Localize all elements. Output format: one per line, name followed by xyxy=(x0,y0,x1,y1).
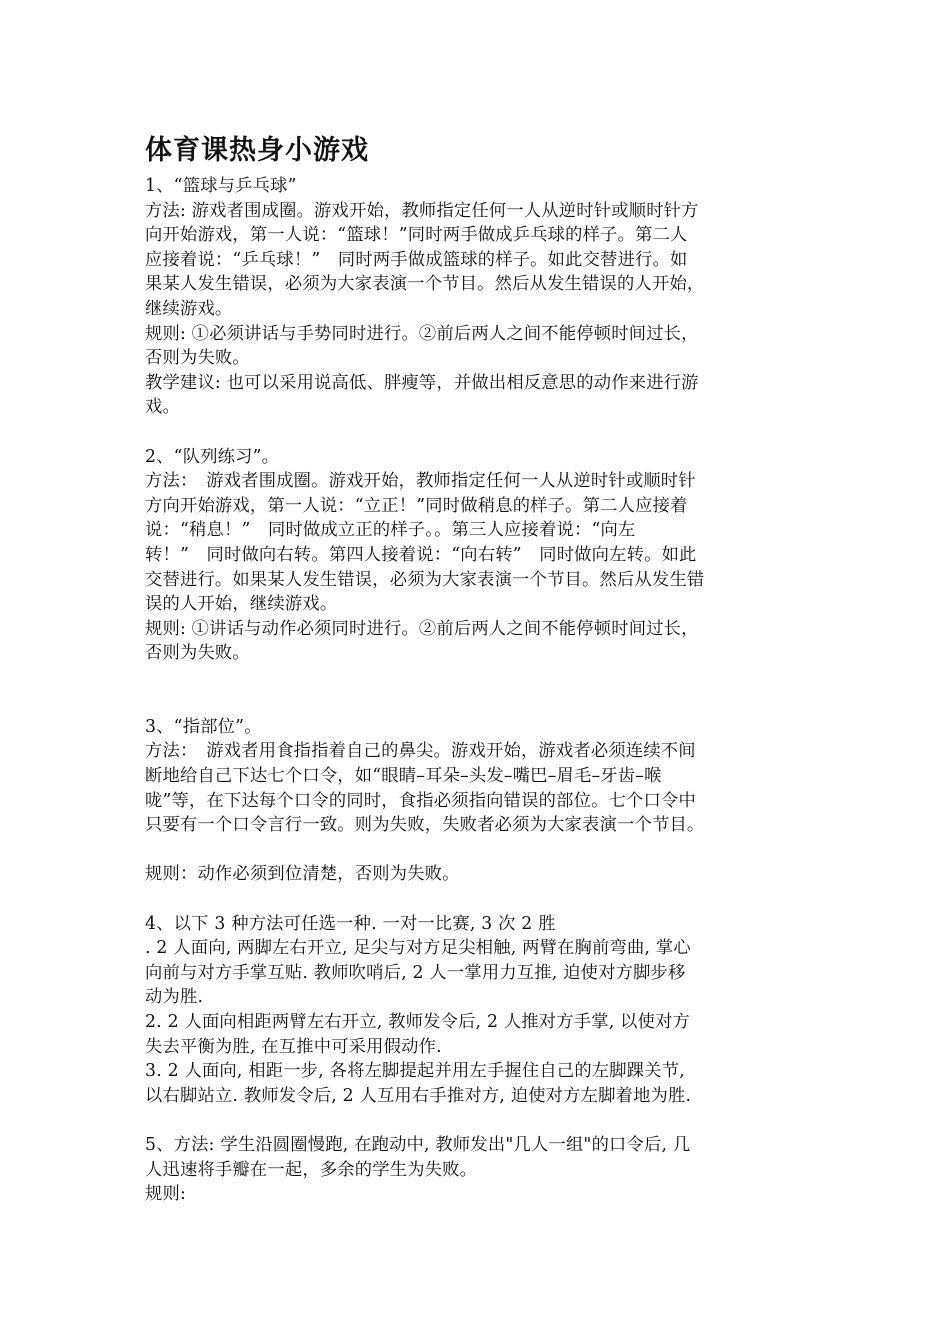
rule-line: 规则: xyxy=(145,1184,186,1205)
text-line: 2. 2 人面向相距两臂左右开立, 教师发令后, 2 人推对方手掌, 以使对方 xyxy=(145,1012,691,1032)
section-heading: 4、以下 3 种方法可任选一种. 一对一比赛, 3 次 2 胜 xyxy=(145,913,556,934)
section-heading: 1、“篮球与乒乓球” xyxy=(145,176,297,196)
section-group-up xyxy=(145,1133,810,1207)
text-line: 方法: 游戏者围成圈。游戏开始，教师指定任何一人从逆时针或顺时针方 xyxy=(145,200,699,221)
text-line: 只要有一个口令言行一致。则为失败，失败者必须为大家表演一个节目。 xyxy=(145,815,705,836)
text-line: 说：“稍息！” 同时做成立正的样子。。第三人应接着说：“向左 xyxy=(145,520,636,541)
section-heading: 2、“队列练习”。 xyxy=(145,446,280,467)
text-line: 交替进行。如果某人发生错误，必须为大家表演一个节目。然后从发生错 xyxy=(145,569,705,590)
blank-line xyxy=(145,1108,810,1133)
blank-line xyxy=(145,420,810,445)
text-line: 方向开始游戏，第一人说：“立正！”同时做稍息的样子。第二人应接着 xyxy=(145,495,688,516)
text-line: 误的人开始，继续游戏。 xyxy=(145,594,338,615)
text-line: 规则: ①讲话与动作必须同时进行。②前后两人之间不能停顿时间过长， xyxy=(145,618,699,639)
text-line: 否则为失败。 xyxy=(145,348,250,369)
section-point-body-part xyxy=(145,715,810,887)
document-title: 体育课热身小游戏 xyxy=(145,135,369,166)
section-basketball-pingpong xyxy=(145,174,810,420)
blank-line xyxy=(145,887,810,912)
text-line: 失去平衡为胜, 在互推中可采用假动作. xyxy=(145,1036,442,1057)
text-line: 否则为失败。 xyxy=(145,643,250,664)
text-line: 转！” 同时做向右转。第四人接着说：“向右转” 同时做向左转。如此 xyxy=(145,544,697,565)
text-line: 人迅速将手瓣在一起，多余的学生为失败。 xyxy=(145,1159,478,1180)
text-line: 果某人发生错误，必须为大家表演一个节目。然后从发生错误的人开始， xyxy=(145,274,705,295)
text-line: . 2 人面向, 两脚左右开立, 足尖与对方足尖相触, 两臂在胸前弯曲, 掌心 xyxy=(145,938,691,959)
text-line: 断地给自己下达七个口令，如“眼睛–耳朵–头发–嘴巴–眉毛–牙齿–喉 xyxy=(145,766,662,787)
text-line: 规则: ①必须讲话与手势同时进行。②前后两人之间不能停顿时间过长， xyxy=(145,323,699,344)
text-line: 咙”等，在下达每个口令的同时，食指必须指向错误的部位。七个口令中 xyxy=(145,790,696,811)
text-line: 向前与对方手掌互贴. 教师吹哨后, 2 人一掌用力互推, 迫使对方脚步移 xyxy=(145,962,686,983)
text-line: 动为胜. xyxy=(145,987,204,1008)
text-line: 方法： 游戏者围成圈。游戏开始，教师指定任何一人从逆时针或顺时针 xyxy=(145,471,696,492)
blank-line xyxy=(145,838,810,863)
text-line: 教学建议: 也可以采用说高低、胖瘦等，并做出相反意思的动作来进行游 xyxy=(145,372,699,393)
section-push-contest xyxy=(145,912,810,1109)
section-heading: 5、方法: 学生沿圆圈慢跑, 在跑动中, 教师发出"几人一组"的口令后, 几 xyxy=(145,1134,691,1155)
section-formation-drill xyxy=(145,445,810,666)
text-line: 应接着说：“乒乓球！” 同时两手做成篮球的样子。如此交替进行。如 xyxy=(145,249,688,270)
text-line: 方法： 游戏者用食指指着自己的鼻尖。游戏开始，游戏者必须连续不间 xyxy=(145,741,696,762)
blank-lines xyxy=(145,666,810,715)
text-line: 3. 2 人面向, 相距一步, 各将左脚提起并用左手握住自己的左脚踝关节, xyxy=(145,1061,685,1082)
section-heading: 3、“指部位”。 xyxy=(145,716,262,737)
text-line: 戏。 xyxy=(145,397,180,418)
text-line: 向开始游戏，第一人说：“篮球！”同时两手做成乒乓球的样子。第二人 xyxy=(145,225,688,246)
rule-line: 规则：动作必须到位清楚，否则为失败。 xyxy=(145,864,460,885)
document-body xyxy=(145,132,810,1207)
text-line: 以右脚站立. 教师发令后, 2 人互用右手推对方, 迫使对方左脚着地为胜. xyxy=(145,1085,692,1106)
text-line: 继续游戏。 xyxy=(145,298,233,319)
